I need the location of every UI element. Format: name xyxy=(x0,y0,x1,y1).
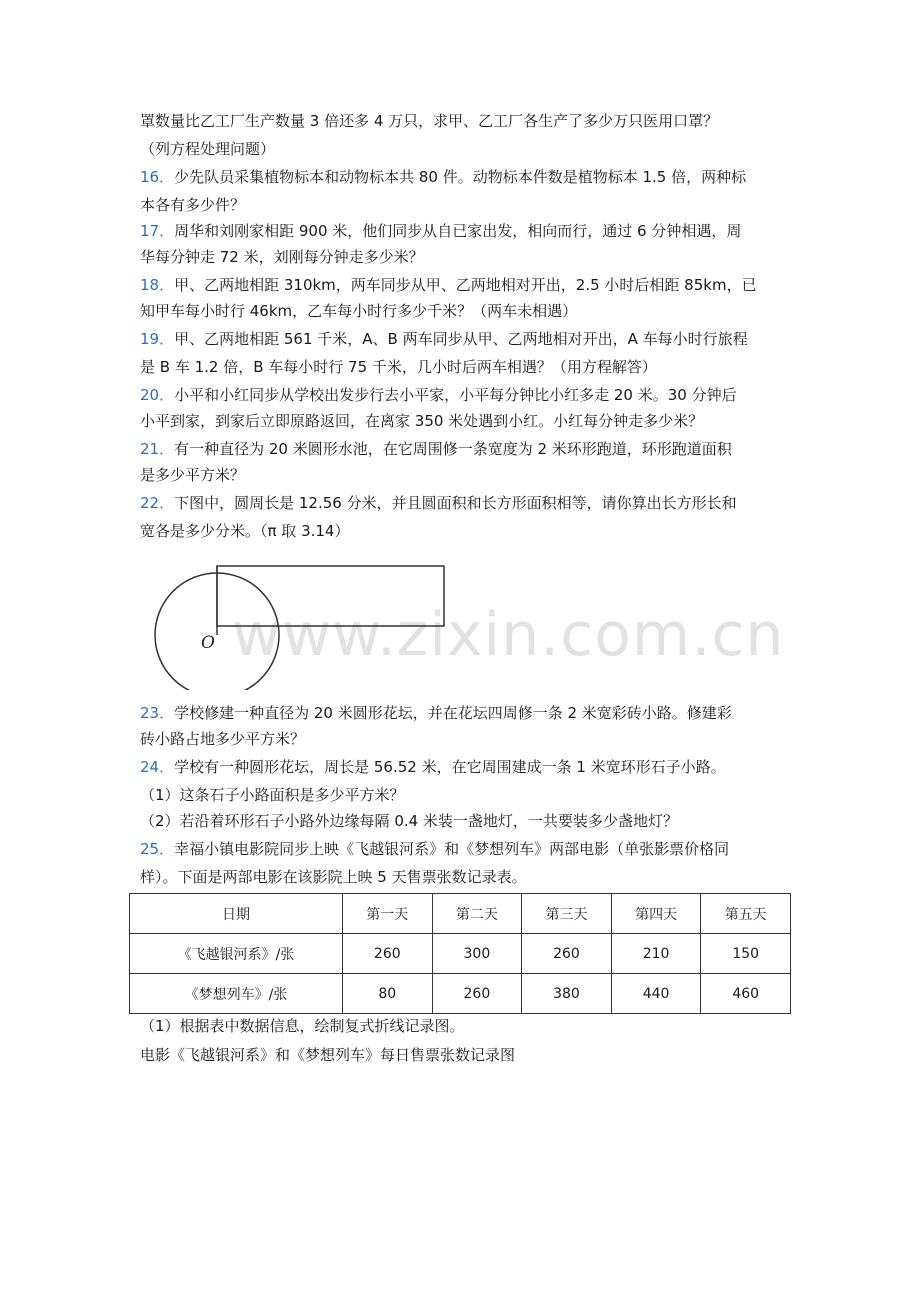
table-header-cell: 日期 xyxy=(130,894,343,934)
question-text: 学校修建一种直径为 20 米圆形花坛，并在花坛四周修一条 2 米宽彩砖小路。修建彩 xyxy=(174,704,732,722)
table-header-cell: 第三天 xyxy=(522,894,612,934)
text-line: 宽各是多少分米。（π 取 3.14） xyxy=(140,522,350,540)
table-row xyxy=(130,934,791,974)
question-19 xyxy=(140,329,748,349)
table-row xyxy=(130,974,791,1014)
question-text: 周华和刘刚家相距 900 米，他们同步从自已家出发，相向而行，通过 6 分钟相遇，周 xyxy=(174,222,742,240)
question-text: 小平和小红同步从学校出发步行去小平家，小平每分钟比小红多走 20 米。30 分钟后 xyxy=(174,386,737,404)
table-row-label: 《飞越银河系》/张 xyxy=(130,934,343,974)
question-17 xyxy=(140,221,741,241)
question-23 xyxy=(140,703,732,723)
table-cell: 260 xyxy=(343,934,433,974)
question-text: 学校有一种圆形花坛，周长是 56.52 米，在它周围建成一条 1 米宽环形石子小路。 xyxy=(174,758,726,776)
chart-caption: 电影《飞越银河系》和《梦想列车》每日售票张数记录图 xyxy=(140,1046,516,1064)
question-21 xyxy=(140,439,732,459)
text-line: 华每分钟走 72 米，刘刚每分钟走多少米？ xyxy=(140,248,424,266)
question-22 xyxy=(140,493,737,513)
table-cell: 300 xyxy=(432,934,522,974)
question-text: 甲、乙两地相距 561 千米，A、B 两车同步从甲、乙两地相对开出，A 车每小时行旅程 xyxy=(174,330,748,348)
table-header-cell: 第一天 xyxy=(343,894,433,934)
question-18 xyxy=(140,275,757,295)
text-line: 罩数量比乙工厂生产数量 3 倍还多 4 万只，求甲、乙工厂各生产了多少万只医用口罩？ xyxy=(140,112,719,130)
watermark: www.zixin.com.cn xyxy=(232,600,785,670)
question-number: 21． xyxy=(140,440,175,458)
question-number: 19． xyxy=(140,330,175,348)
question-number: 25． xyxy=(140,840,175,858)
table-header-row xyxy=(130,894,791,934)
text-line: 是多少平方米？ xyxy=(140,466,246,484)
question-text: 少先队员采集植物标本和动物标本共 80 件。动物标本件数是植物标本 1.5 倍，两种标 xyxy=(174,168,747,186)
question-number: 24． xyxy=(140,758,175,776)
text-line: 知甲车每小时行 46km，乙车每小时行多少千米？（两车未相遇） xyxy=(140,302,578,320)
table-cell: 380 xyxy=(522,974,612,1014)
text-line: （2）若沿着环形石子小路外边缘每隔 0.4 米装一盏地灯，一共要装多少盏地灯？ xyxy=(140,812,678,830)
circle-rectangle-figure xyxy=(150,560,450,690)
question-number: 20． xyxy=(140,386,175,404)
table-cell: 460 xyxy=(701,974,791,1014)
question-number: 18． xyxy=(140,276,175,294)
text-line: 样）。下面是两部电影在该影院上映 5 天售票张数记录表。 xyxy=(140,868,527,886)
table-cell: 150 xyxy=(701,934,791,974)
table-cell: 210 xyxy=(611,934,701,974)
table-row-label: 《梦想列车》/张 xyxy=(130,974,343,1014)
rectangle-shape xyxy=(217,566,444,626)
table-header-cell: 第二天 xyxy=(432,894,522,934)
table-header-cell: 第四天 xyxy=(611,894,701,934)
table-cell: 80 xyxy=(343,974,433,1014)
ticket-sales-table xyxy=(129,893,791,1014)
question-20 xyxy=(140,385,737,405)
question-16 xyxy=(140,167,746,187)
question-25 xyxy=(140,839,729,859)
text-line: 小平到家，到家后立即原路返回，在离家 350 米处遇到小红。小红每分钟走多少米？ xyxy=(140,412,704,430)
table-cell: 260 xyxy=(522,934,612,974)
table-cell: 440 xyxy=(611,974,701,1014)
text-line: （1）根据表中数据信息，绘制复式折线记录图。 xyxy=(140,1017,465,1035)
table-header-cell: 第五天 xyxy=(701,894,791,934)
question-number: 23． xyxy=(140,704,175,722)
question-text: 有一种直径为 20 米圆形水池，在它周围修一条宽度为 2 米环形跑道，环形跑道面积 xyxy=(174,440,732,458)
text-line: 是 B 车 1.2 倍，B 车每小时行 75 千米，几小时后两车相遇？（用方程解答） xyxy=(140,358,657,376)
text-line: （1）这条石子小路面积是多少平方米？ xyxy=(140,786,405,804)
question-number: 22． xyxy=(140,494,175,512)
table-cell: 260 xyxy=(432,974,522,1014)
question-text: 下图中，圆周长是 12.56 分米，并且圆面积和长方形面积相等，请你算出长方形长和 xyxy=(174,494,737,512)
question-number: 17． xyxy=(140,222,175,240)
question-24 xyxy=(140,757,726,777)
text-line: 本各有多少件？ xyxy=(140,196,246,214)
center-label: O xyxy=(201,633,215,653)
question-number: 16． xyxy=(140,168,175,186)
question-text: 幸福小镇电影院同步上映《飞越银河系》和《梦想列车》两部电影（单张影票价格同 xyxy=(174,840,730,858)
text-line: 砖小路占地多少平方米？ xyxy=(140,730,306,748)
text-line: （列方程处理问题） xyxy=(140,140,276,158)
question-text: 甲、乙两地相距 310km，两车同步从甲、乙两地相对开出，2.5 小时后相距 85km，已 xyxy=(174,276,757,294)
